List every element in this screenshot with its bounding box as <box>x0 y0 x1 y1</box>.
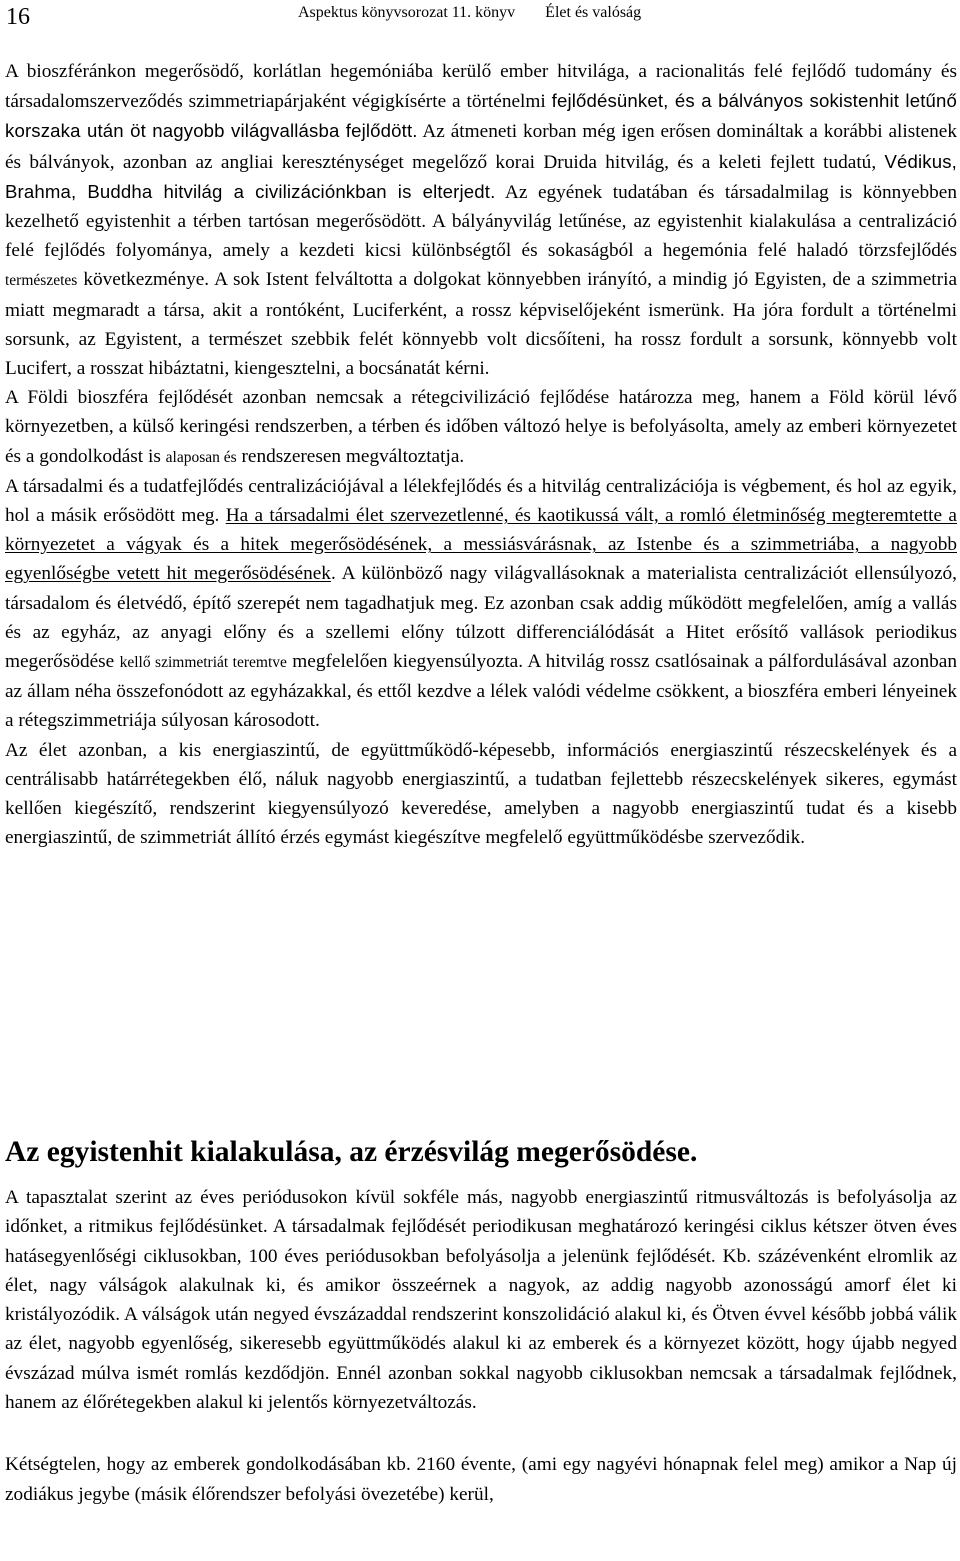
series-title: Aspektus könyvsorozat 11. könyv <box>298 4 516 21</box>
page-header <box>0 0 960 40</box>
main-text <box>5 57 957 852</box>
text-run: . A különböző nagy világvallásoknak a materialista centralizációt ellensúlyozó, társadalom és életvédő, építő szerepét nem tagadhatjuk meg. Ez azonban csak addig működött megfelelően, amíg a vallás és az egyház, az anyagi előny és a szellemi előny túlzott differenciálódását a Hitet erősítő vallások periodikus megerősödése <box>5 563 958 673</box>
paragraph <box>5 472 957 736</box>
text-run: fejlődésünket, és a bálványos sokistenhit letűnő korszaka után öt nagyobb világvallásba fejlődött. <box>5 90 957 142</box>
section-text <box>5 1183 957 1509</box>
paragraph-gap <box>5 1417 957 1450</box>
section-heading: Az egyistenhit kialakulása, az érzésvilág megerősödése. <box>5 1136 698 1168</box>
text-run: természetes <box>5 272 78 290</box>
paragraph: Az élet azonban, a kis energiaszintű, de együttműködő-képesebb, információs energiaszintű részecskelények és a centrálisabb határrétegekben élő, náluk nagyobb energiaszintű, a tudatban fejlettebb részecskelények sikeres, egymást kellően kiegészítő, rendszerint kiegyensúlyozó keveredése, amelyben a nagyobb energiaszintű tudat és a kisebb energiaszintű, de szimmetriát állító érzés egymást kiegészítve megfelelő együttműködésbe szerveződik. <box>5 739 957 849</box>
book-title: Élet és valóság <box>545 4 642 21</box>
underlined-text: Ha a társadalmi élet szervezetlenné, és kaotikussá vált, a romló életminőség megteremtette a környezetet a vágyak és a hitek megerősödésének, a messiásvárásnak, az Istenbe és a szimmetriába, a nagyobb egyenlőségbe vetett hit megerősödésének <box>5 505 957 585</box>
text-run: Védikus, Brahma, Buddha hitvilág a civilizációnkban is elterjedt. <box>5 150 957 202</box>
text-run: alaposan és <box>165 448 237 466</box>
text-run: A Földi bioszféra fejlődését azonban nemcsak a rétegcivilizáció fejlődése határozza meg, hanem a Föld körül lévő környezetben, a külső keringési rendszerben, a térben és időben változó helye is befolyásolta, amely az emberi környezetet és a gondolkodást is <box>5 387 957 467</box>
text-run: A bioszféránkon megerősödő, korlátlan hegemóniába kerülő ember hitvilága, a racionalitás felé fejlődő tudomány és társadalomszerveződés szimmetriapárjaként végigkísérte a történelmi <box>5 61 957 113</box>
text-run: kellő szimmetriát teremtve <box>119 654 287 672</box>
text-run: Az egyének tudatában és társadalmilag is könnyebben kezelhető egyistenhit a térben tartósan megerősödött. A bályányvilág letűnése, az egyistenhit kialakulása a centralizáció felé fejlődés folyománya, amely a kezdeti kicsi különbségtől és sokaságból a hegemónia felé haladó törzsfejlődés <box>5 181 958 262</box>
page-number: 16 <box>6 4 30 30</box>
paragraph: A tapasztalat szerint az éves periódusokon kívül sokféle más, nagyobb energiaszintű ritmusváltozás is befolyásolja az időnket, a ritmikus fejlődésünket. A társadalmak fejlődését periodikusan meghatározó keringési ciklus kétszer ötven éves hatásegyenlőségi ciklusokban, 100 éves periódusokban befolyásolja a jelenünk fejlődését. Kb. százévenként elromlik az élet, nagy válságok alakulnak ki, és amikor összeérnek a nagyok, az addig nagyobb azonosságú amorf élet ki kristályozódik. A válságok után negyed évszázaddal rendszerint konszolidáció alakul ki, és Ötven évvel később jobbá válik az élet, nagyobb egyenlőség, sikeresebb együttműködés alakul ki az emberek és a környezet között, hogy újabb negyed évszázad múlva ismét romlás kezdődjön. Ennél azonban sokkal nagyobb ciklusokban nemcsak a társadalmak fejlődnek, hanem az élőrétegekben alakul ki jelentős környezetváltozás. <box>5 1187 957 1414</box>
text-run: A társadalmi és a tudatfejlődés centralizációjával a lélekfejlődés és a hitvilág centralizációja is végbement, és hol az egyik, hol a másik erősödött meg. <box>5 475 957 527</box>
paragraph <box>5 383 957 472</box>
text-run: megfelelően kiegyensúlyozta. A hitvilág rossz csatlósainak a pálfordulásával azonban az állam néha összefonódott az egyházakkal, és ettől kezdve a lélek valódi védelme csökkent, a bioszféra emberi lényeinek a rétegszimmetriája súlyosan károsodott. <box>5 651 957 732</box>
text-run: következménye. A sok Istent felváltotta a dolgokat könnyebben irányító, a mindig jó Egyisten, de a szimmetria miatt megmaradt a társa, akit a rontóként, Luciferként, a rossz képviselőjeként ismerünk. Ha jóra fordult a történelmi sorsunk, az Egyistent, a természet szebbik felét könnyebb volt dicsőíteni, ha rossz fordult a sorsunk, könnyebb volt Lucifert, a rosszat hibáztatni, kiengesztelni, a bocsánatát kérni. <box>5 269 957 380</box>
text-run: rendszeresen megváltoztatja. <box>236 445 465 467</box>
paragraph: Kétségtelen, hogy az emberek gondolkodásában kb. 2160 évente, (ami egy nagyévi hónapnak felel meg) amikor a Nap új zodiákus jegybe (másik élőrendszer befolyási övezetébe) kerül, <box>5 1454 957 1505</box>
paragraph <box>5 57 957 383</box>
running-title <box>298 2 641 24</box>
text-run: Az átmeneti korban még igen erősen domináltak a korábbi alistenek és bálványok, azonban az angliai kereszténységet megelőző korai Druida hitvilág, és a keleti fejlett tudatú, <box>5 121 957 173</box>
